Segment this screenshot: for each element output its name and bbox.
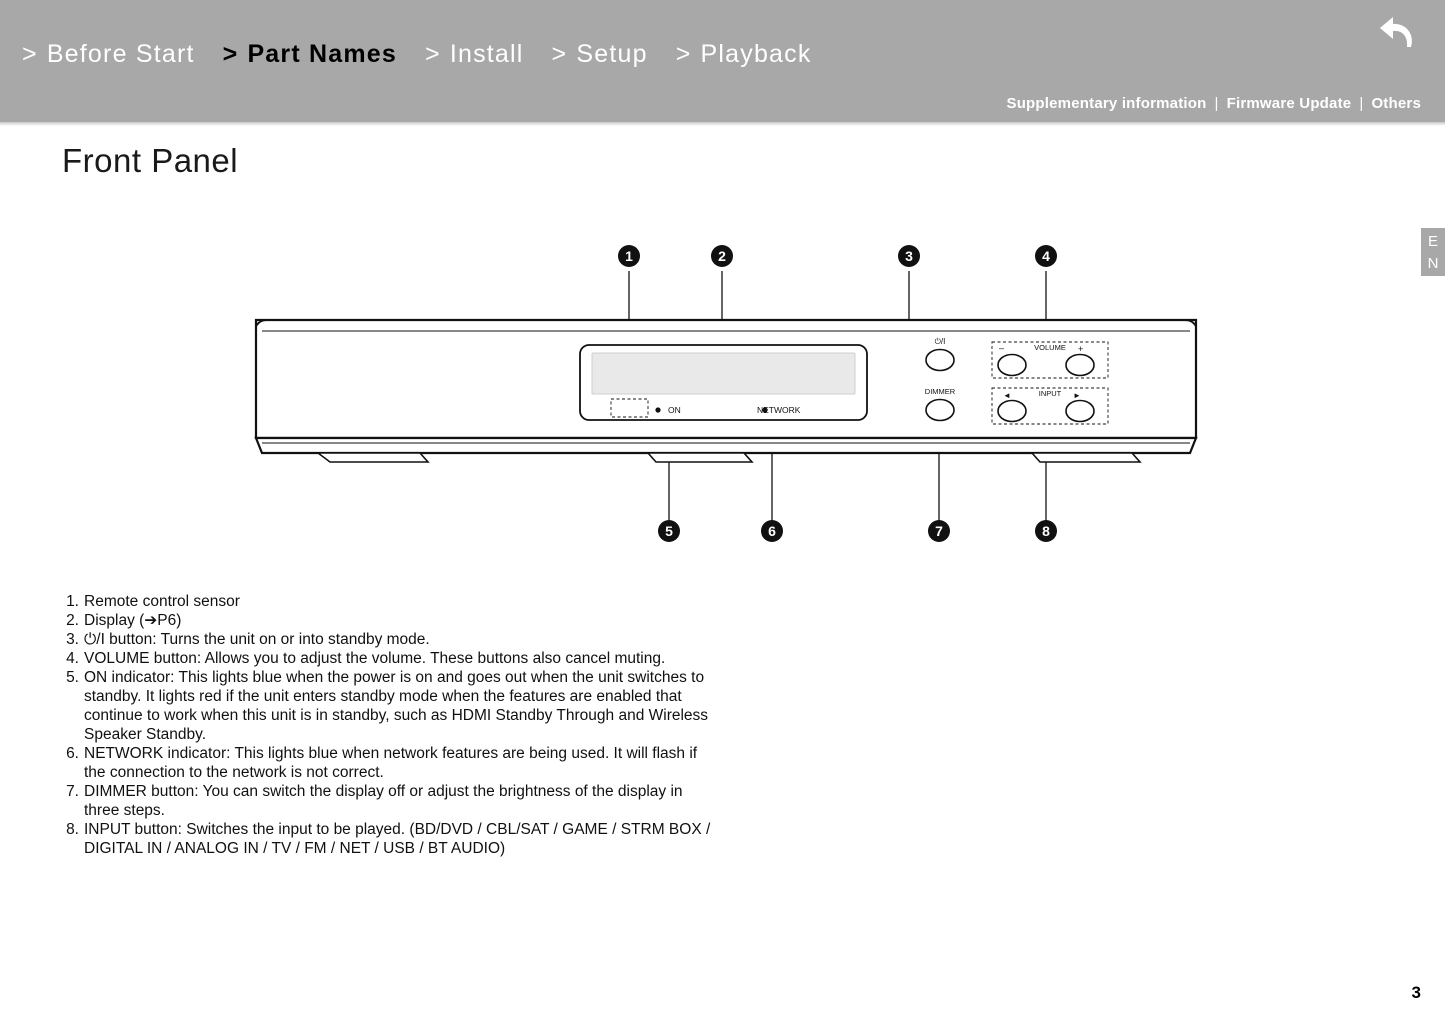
- list-item-text: ⏻/I button: Turns the unit on or into standby mode.: [84, 631, 430, 648]
- nav-item-label: Part Names: [247, 40, 398, 68]
- primary-nav: [22, 40, 840, 69]
- input-group-label: INPUT: [1038, 389, 1062, 398]
- list-item: [62, 744, 722, 782]
- list-item-text: DIMMER button: You can switch the display off or adjust the brightness of the display in three steps.: [84, 783, 683, 819]
- receiver-foot-center: [648, 453, 752, 462]
- callout-badge-4-label: 4: [1042, 248, 1050, 264]
- list-item-number: 2.: [66, 612, 79, 629]
- sublink-firmware-update[interactable]: Firmware Update: [1226, 95, 1352, 112]
- list-item-text: Remote control sensor: [84, 593, 240, 610]
- volume-up-label: +: [1078, 344, 1084, 354]
- nav-item-label: Install: [449, 40, 524, 68]
- list-item-number: 3.: [66, 631, 79, 648]
- list-item-number: 5.: [66, 669, 79, 686]
- part-description-list: [62, 592, 722, 858]
- list-item-text: Display (➔P6): [84, 612, 182, 629]
- chevron-right-icon: >: [551, 40, 568, 68]
- callout-badge-7-label: 7: [935, 523, 943, 539]
- sublink-others[interactable]: Others: [1371, 95, 1421, 112]
- list-item-number: 7.: [66, 783, 79, 800]
- language-tab-line2: N: [1427, 255, 1439, 272]
- nav-item-part-names[interactable]: [223, 40, 397, 69]
- list-item: [62, 649, 722, 668]
- page-number: 3: [1411, 983, 1421, 1002]
- nav-item-label: Playback: [700, 40, 812, 68]
- list-item-text: NETWORK indicator: This lights blue when network features are being used. It will flash if the connection to the network is not correct.: [84, 745, 698, 781]
- on-indicator-label: ON: [668, 405, 681, 415]
- network-indicator-label: NETWORK: [757, 405, 801, 415]
- page-title: Front Panel: [62, 142, 239, 179]
- chevron-right-icon: >: [425, 40, 441, 68]
- dimmer-button-label: DIMMER: [924, 387, 956, 396]
- nav-item-install[interactable]: [425, 40, 524, 69]
- volume-up-button: [1066, 355, 1094, 376]
- volume-down-button: [998, 355, 1026, 376]
- list-item: [62, 611, 722, 630]
- dimmer-button: [926, 400, 954, 421]
- chevron-right-icon: >: [22, 40, 38, 68]
- callout-badge-1-label: 1: [625, 248, 633, 264]
- callout-badge-5-label: 5: [665, 523, 673, 539]
- receiver-foot-right: [1032, 453, 1140, 462]
- list-item: [62, 592, 722, 611]
- input-prev-label: ◄: [1003, 391, 1011, 400]
- callout-badge-8-label: 8: [1042, 523, 1050, 539]
- sublink-separator: |: [1359, 95, 1364, 112]
- callout-badge-3-label: 3: [905, 248, 913, 264]
- back-arrow-icon[interactable]: [1377, 14, 1423, 56]
- nav-item-label: Before Start: [46, 40, 195, 68]
- volume-group-label: VOLUME: [1034, 343, 1066, 352]
- list-item: [62, 630, 722, 649]
- list-item-number: 6.: [66, 745, 79, 762]
- list-item: [62, 820, 722, 858]
- sublink-supplementary-information[interactable]: Supplementary information: [1006, 95, 1207, 112]
- list-item-number: 1.: [66, 593, 79, 610]
- input-next-button: [1066, 401, 1094, 422]
- callout-badge-2-label: 2: [718, 248, 726, 264]
- top-navigation-bar: [0, 0, 1445, 122]
- list-item-text: VOLUME button: Allows you to adjust the volume. These buttons also cancel muting.: [84, 650, 666, 667]
- list-item-number: 4.: [66, 650, 79, 667]
- on-indicator-led: [655, 407, 660, 412]
- nav-item-label: Setup: [576, 40, 648, 68]
- nav-item-playback[interactable]: [676, 40, 812, 69]
- list-item: [62, 668, 722, 744]
- front-panel-diagram: [0, 225, 1445, 565]
- callout-badge-6-label: 6: [768, 523, 776, 539]
- receiver-base: [256, 438, 1196, 453]
- nav-item-before-start[interactable]: [22, 40, 195, 69]
- list-item-text: ON indicator: This lights blue when the power is on and goes out when the unit switches to standby. It lights red if the unit enters standby mode when the features are enabled that continue to work when this unit is in standby, such as HDMI Standby Through and Wireless Speaker Standby.: [84, 669, 709, 743]
- input-prev-button: [998, 401, 1026, 422]
- list-item-text: INPUT button: Switches the input to be played. (BD/DVD / CBL/SAT / GAME / STRM BOX / DIGITAL IN / ANALOG IN / TV / FM / NET / USB / BT AUDIO): [84, 821, 711, 857]
- sublink-separator: |: [1214, 95, 1219, 112]
- list-item: [62, 782, 722, 820]
- power-button-label: ⏻/I: [934, 337, 946, 346]
- language-tab-line1: E: [1427, 233, 1438, 250]
- list-item-number: 8.: [66, 821, 79, 838]
- power-button: [926, 350, 954, 371]
- callout-badges-bottom: [658, 520, 1057, 542]
- input-next-label: ►: [1073, 391, 1081, 400]
- secondary-nav: [1006, 95, 1421, 112]
- display-screen: [592, 353, 855, 394]
- callout-badges-top: [618, 245, 1057, 267]
- volume-down-label: –: [999, 343, 1005, 353]
- topbar-shadow: [0, 122, 1445, 126]
- chevron-right-icon: >: [222, 40, 239, 68]
- nav-item-setup[interactable]: [552, 40, 648, 69]
- receiver-foot-left: [318, 453, 428, 462]
- chevron-right-icon: >: [675, 40, 692, 68]
